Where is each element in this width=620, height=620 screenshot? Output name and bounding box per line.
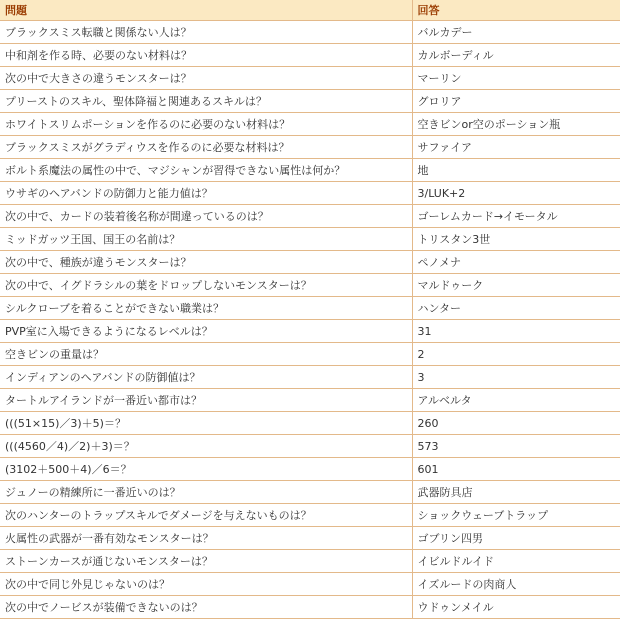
- question-cell: 次のハンターのトラップスキルでダメージを与えないものは？: [0, 504, 412, 527]
- question-cell: 次の中で、カードの装着後名称が間違っているのは？: [0, 205, 412, 228]
- question-cell: ジュノーの精練所に一番近いのは？: [0, 481, 412, 504]
- table-row: [0, 182, 620, 205]
- table-row: [0, 596, 620, 619]
- question-cell: シルクローブを着ることができない職業は？: [0, 297, 412, 320]
- answer-cell: マルドゥーク: [412, 274, 620, 297]
- question-cell: PVP室に入場できるようになるレベルは？: [0, 320, 412, 343]
- question-cell: 次の中で、イグドラシルの葉をドロップしないモンスターは？: [0, 274, 412, 297]
- answer-cell: アルベルタ: [412, 389, 620, 412]
- question-cell: ボルト系魔法の属性の中で、マジシャンが習得できない属性は何か？: [0, 159, 412, 182]
- question-cell: (((4560／4)／2)＋3)＝？: [0, 435, 412, 458]
- table-row: [0, 481, 620, 504]
- table-row: [0, 251, 620, 274]
- answer-cell: ショックウェーブトラップ: [412, 504, 620, 527]
- question-cell: ストーンカースが通じないモンスターは？: [0, 550, 412, 573]
- question-cell: 空きビンの重量は？: [0, 343, 412, 366]
- table-row: [0, 44, 620, 67]
- question-cell: ミッドガッツ王国、国王の名前は？: [0, 228, 412, 251]
- table-row: [0, 297, 620, 320]
- table-row: [0, 458, 620, 481]
- table-row: [0, 90, 620, 113]
- table-row: [0, 343, 620, 366]
- answer-cell: イズルードの肉商人: [412, 573, 620, 596]
- answer-cell: ハンター: [412, 297, 620, 320]
- table-header: [0, 0, 620, 21]
- header-answer: 回答: [412, 0, 620, 21]
- table-row: [0, 504, 620, 527]
- table-body: [0, 21, 620, 619]
- answer-cell: 地: [412, 159, 620, 182]
- table-row: [0, 21, 620, 44]
- table-row: [0, 113, 620, 136]
- table-row: [0, 527, 620, 550]
- answer-cell: カルボーディル: [412, 44, 620, 67]
- question-cell: ウサギのヘアバンドの防御力と能力値は？: [0, 182, 412, 205]
- answer-cell: トリスタン3世: [412, 228, 620, 251]
- question-cell: (((51×15)／3)＋5)＝？: [0, 412, 412, 435]
- table-row: [0, 320, 620, 343]
- answer-cell: ゴブリン四男: [412, 527, 620, 550]
- answer-cell: 3/LUK+2: [412, 182, 620, 205]
- answer-cell: 3: [412, 366, 620, 389]
- answer-cell: ゴーレムカード→イモータル: [412, 205, 620, 228]
- answer-cell: サファイア: [412, 136, 620, 159]
- table-row: [0, 67, 620, 90]
- answer-cell: 武器防具店: [412, 481, 620, 504]
- answer-cell: ペノメナ: [412, 251, 620, 274]
- table-row: [0, 274, 620, 297]
- table-row: [0, 550, 620, 573]
- question-cell: 次の中で、種族が違うモンスターは？: [0, 251, 412, 274]
- table-row: [0, 205, 620, 228]
- question-cell: ホワイトスリムポーションを作るのに必要のない材料は？: [0, 113, 412, 136]
- question-cell: ブラックスミス転職と関係ない人は？: [0, 21, 412, 44]
- table-row: [0, 228, 620, 251]
- answer-cell: マーリン: [412, 67, 620, 90]
- table-row: [0, 159, 620, 182]
- answer-cell: 601: [412, 458, 620, 481]
- answer-cell: 260: [412, 412, 620, 435]
- question-cell: タートルアイランドが一番近い都市は？: [0, 389, 412, 412]
- table-row: [0, 136, 620, 159]
- question-cell: ブラックスミスがグラディウスを作るのに必要な材料は？: [0, 136, 412, 159]
- question-cell: インディアンのヘアバンドの防御値は？: [0, 366, 412, 389]
- answer-cell: 31: [412, 320, 620, 343]
- answer-cell: 2: [412, 343, 620, 366]
- question-cell: 火属性の武器が一番有効なモンスターは？: [0, 527, 412, 550]
- answer-cell: グロリア: [412, 90, 620, 113]
- answer-cell: ウドゥンメイル: [412, 596, 620, 619]
- question-cell: 次の中でノービスが装備できないのは？: [0, 596, 412, 619]
- answer-cell: 空きビンor空のポーション瓶: [412, 113, 620, 136]
- question-cell: 次の中で同じ外見じゃないのは？: [0, 573, 412, 596]
- header-question: 問題: [0, 0, 412, 21]
- question-cell: プリーストのスキル、聖体降福と関連あるスキルは？: [0, 90, 412, 113]
- table-row: [0, 573, 620, 596]
- answer-cell: バルカデー: [412, 21, 620, 44]
- question-cell: (3102＋500＋4)／6＝？: [0, 458, 412, 481]
- answer-cell: 573: [412, 435, 620, 458]
- table-row: [0, 412, 620, 435]
- header-row: [0, 0, 620, 21]
- question-cell: 次の中で大きさの違うモンスターは？: [0, 67, 412, 90]
- question-cell: 中和剤を作る時、必要のない材料は？: [0, 44, 412, 67]
- table-row: [0, 389, 620, 412]
- table-row: [0, 435, 620, 458]
- answer-cell: イビルドルイド: [412, 550, 620, 573]
- table-row: [0, 366, 620, 389]
